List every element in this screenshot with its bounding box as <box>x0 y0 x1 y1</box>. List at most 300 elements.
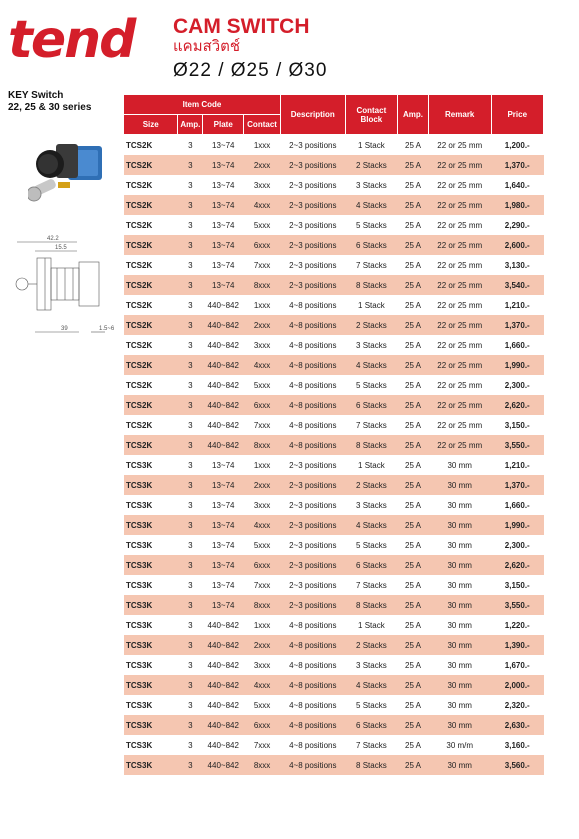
cell-price: 2,620.- <box>491 555 543 575</box>
cell-contact-block: 8 Stacks <box>345 595 398 615</box>
header-remark: Remark <box>428 95 491 135</box>
header-item-code: Item Code <box>124 95 280 115</box>
cell-contact-block: 1 Stack <box>345 615 398 635</box>
cell-contact-block: 1 Stack <box>345 135 398 156</box>
cell-amp: 3 <box>178 175 203 195</box>
cell-remark: 30 m/m <box>428 735 491 755</box>
cell-contact-block: 5 Stacks <box>345 215 398 235</box>
cell-plate: 440~842 <box>203 675 244 695</box>
table-row <box>124 575 544 595</box>
cell-contact: 2xxx <box>244 475 281 495</box>
cell-size: TCS3K <box>124 475 178 495</box>
key-switch-photo <box>28 138 110 220</box>
cell-size: TCS3K <box>124 455 178 475</box>
cell-contact: 4xxx <box>244 355 281 375</box>
table-row <box>124 535 544 555</box>
cell-price: 2,620.- <box>491 395 543 415</box>
cell-price: 1,980.- <box>491 195 543 215</box>
cell-price: 2,630.- <box>491 715 543 735</box>
cell-plate: 440~842 <box>203 415 244 435</box>
cell-amp-rating: 25 A <box>398 475 429 495</box>
cell-amp: 3 <box>178 515 203 535</box>
cell-contact-block: 6 Stacks <box>345 235 398 255</box>
cell-description: 4~8 positions <box>280 335 345 355</box>
table-row <box>124 335 544 355</box>
cell-amp: 3 <box>178 475 203 495</box>
cell-plate: 440~842 <box>203 335 244 355</box>
cell-contact: 2xxx <box>244 315 281 335</box>
cell-size: TCS2K <box>124 155 178 175</box>
table-row <box>124 555 544 575</box>
cell-size: TCS2K <box>124 275 178 295</box>
cell-plate: 13~74 <box>203 555 244 575</box>
cell-price: 1,660.- <box>491 335 543 355</box>
table-row <box>124 355 544 375</box>
cell-contact: 5xxx <box>244 375 281 395</box>
cell-remark: 22 or 25 mm <box>428 195 491 215</box>
cell-description: 4~8 positions <box>280 635 345 655</box>
cell-contact: 8xxx <box>244 755 281 775</box>
table-row <box>124 435 544 455</box>
header-size: Size <box>124 115 178 135</box>
cell-amp: 3 <box>178 255 203 275</box>
cell-plate: 440~842 <box>203 435 244 455</box>
cell-amp-rating: 25 A <box>398 135 429 156</box>
cell-amp-rating: 25 A <box>398 455 429 475</box>
cell-size: TCS2K <box>124 255 178 275</box>
cell-remark: 30 mm <box>428 495 491 515</box>
cell-price: 3,160.- <box>491 735 543 755</box>
cell-contact-block: 4 Stacks <box>345 355 398 375</box>
cell-plate: 13~74 <box>203 255 244 275</box>
cell-description: 2~3 positions <box>280 515 345 535</box>
cell-remark: 30 mm <box>428 475 491 495</box>
table-row <box>124 475 544 495</box>
cell-remark: 22 or 25 mm <box>428 355 491 375</box>
cell-amp-rating: 25 A <box>398 175 429 195</box>
cell-size: TCS3K <box>124 735 178 755</box>
cell-description: 2~3 positions <box>280 575 345 595</box>
cell-contact: 1xxx <box>244 135 281 156</box>
cell-description: 4~8 positions <box>280 375 345 395</box>
table-row <box>124 415 544 435</box>
cell-amp-rating: 25 A <box>398 335 429 355</box>
cell-description: 4~8 positions <box>280 755 345 775</box>
cell-contact: 5xxx <box>244 695 281 715</box>
table-row <box>124 135 544 156</box>
cell-amp: 3 <box>178 155 203 175</box>
cell-remark: 22 or 25 mm <box>428 235 491 255</box>
cell-price: 3,150.- <box>491 575 543 595</box>
cell-plate: 440~842 <box>203 635 244 655</box>
cell-description: 2~3 positions <box>280 215 345 235</box>
dim-label: 39 <box>61 326 68 332</box>
cell-description: 4~8 positions <box>280 395 345 415</box>
cell-description: 2~3 positions <box>280 595 345 615</box>
cell-amp: 3 <box>178 275 203 295</box>
table-row <box>124 655 544 675</box>
cell-plate: 13~74 <box>203 155 244 175</box>
cell-size: TCS2K <box>124 375 178 395</box>
cell-description: 4~8 positions <box>280 715 345 735</box>
cell-description: 2~3 positions <box>280 275 345 295</box>
cell-description: 2~3 positions <box>280 455 345 475</box>
cell-price: 1,370.- <box>491 475 543 495</box>
cell-description: 4~8 positions <box>280 695 345 715</box>
cell-contact-block: 5 Stacks <box>345 375 398 395</box>
cell-description: 2~3 positions <box>280 235 345 255</box>
cell-remark: 30 mm <box>428 755 491 775</box>
header-price: Price <box>491 95 543 135</box>
cell-description: 2~3 positions <box>280 495 345 515</box>
cell-remark: 30 mm <box>428 715 491 735</box>
cell-amp: 3 <box>178 375 203 395</box>
cell-amp-rating: 25 A <box>398 255 429 275</box>
header-contact: Contact <box>244 115 281 135</box>
cell-size: TCS2K <box>124 355 178 375</box>
cell-contact-block: 2 Stacks <box>345 315 398 335</box>
table-row <box>124 275 544 295</box>
cell-amp-rating: 25 A <box>398 195 429 215</box>
cell-size: TCS2K <box>124 415 178 435</box>
cell-size: TCS2K <box>124 235 178 255</box>
table-row <box>124 375 544 395</box>
cell-contact: 3xxx <box>244 335 281 355</box>
table-row <box>124 235 544 255</box>
cell-contact: 6xxx <box>244 235 281 255</box>
cell-amp: 3 <box>178 715 203 735</box>
cell-plate: 13~74 <box>203 575 244 595</box>
cell-remark: 30 mm <box>428 615 491 635</box>
cell-amp: 3 <box>178 195 203 215</box>
table-row <box>124 695 544 715</box>
cell-remark: 22 or 25 mm <box>428 135 491 156</box>
cell-amp: 3 <box>178 415 203 435</box>
table-row <box>124 715 544 735</box>
cell-amp-rating: 25 A <box>398 435 429 455</box>
cell-amp-rating: 25 A <box>398 555 429 575</box>
brand-logo: tend <box>8 10 135 70</box>
cell-price: 3,540.- <box>491 275 543 295</box>
cell-contact-block: 2 Stacks <box>345 475 398 495</box>
cell-amp-rating: 25 A <box>398 355 429 375</box>
cell-amp-rating: 25 A <box>398 215 429 235</box>
dim-label: 42.2 <box>47 236 59 242</box>
cell-size: TCS3K <box>124 535 178 555</box>
cell-plate: 13~74 <box>203 535 244 555</box>
cell-plate: 13~74 <box>203 475 244 495</box>
cell-plate: 440~842 <box>203 695 244 715</box>
cell-contact-block: 6 Stacks <box>345 395 398 415</box>
cell-description: 2~3 positions <box>280 175 345 195</box>
cell-amp-rating: 25 A <box>398 595 429 615</box>
header-amp: Amp. <box>178 115 203 135</box>
cell-contact-block: 3 Stacks <box>345 175 398 195</box>
cell-contact: 5xxx <box>244 215 281 235</box>
cell-size: TCS2K <box>124 175 178 195</box>
cell-size: TCS3K <box>124 695 178 715</box>
cell-price: 1,640.- <box>491 175 543 195</box>
side-title <box>8 90 91 114</box>
cell-remark: 22 or 25 mm <box>428 335 491 355</box>
cell-remark: 22 or 25 mm <box>428 415 491 435</box>
cell-price: 1,210.- <box>491 295 543 315</box>
page-title-thai: แคมสวิตช์ <box>173 38 241 55</box>
cell-contact: 1xxx <box>244 615 281 635</box>
cell-description: 2~3 positions <box>280 555 345 575</box>
cell-contact: 3xxx <box>244 655 281 675</box>
cell-size: TCS3K <box>124 575 178 595</box>
cell-plate: 13~74 <box>203 275 244 295</box>
cell-amp: 3 <box>178 735 203 755</box>
cell-price: 2,290.- <box>491 215 543 235</box>
cell-plate: 440~842 <box>203 615 244 635</box>
cell-amp-rating: 25 A <box>398 395 429 415</box>
table-row <box>124 735 544 755</box>
cell-remark: 30 mm <box>428 595 491 615</box>
cell-price: 1,370.- <box>491 315 543 335</box>
cell-remark: 22 or 25 mm <box>428 215 491 235</box>
table-row <box>124 295 544 315</box>
table-row <box>124 675 544 695</box>
cell-plate: 440~842 <box>203 315 244 335</box>
cell-amp: 3 <box>178 355 203 375</box>
cell-amp: 3 <box>178 555 203 575</box>
table-row <box>124 615 544 635</box>
cell-size: TCS2K <box>124 215 178 235</box>
cell-remark: 30 mm <box>428 515 491 535</box>
cell-amp: 3 <box>178 675 203 695</box>
cell-amp-rating: 25 A <box>398 375 429 395</box>
cell-contact-block: 3 Stacks <box>345 495 398 515</box>
cell-contact: 1xxx <box>244 455 281 475</box>
dimension-drawing <box>5 228 120 343</box>
cell-remark: 22 or 25 mm <box>428 395 491 415</box>
cell-description: 2~3 positions <box>280 155 345 175</box>
cell-amp-rating: 25 A <box>398 575 429 595</box>
cell-remark: 22 or 25 mm <box>428 155 491 175</box>
cell-price: 2,600.- <box>491 235 543 255</box>
cell-description: 4~8 positions <box>280 415 345 435</box>
cell-price: 1,660.- <box>491 495 543 515</box>
cell-contact: 2xxx <box>244 635 281 655</box>
table-row <box>124 315 544 335</box>
cell-size: TCS3K <box>124 635 178 655</box>
cell-description: 4~8 positions <box>280 295 345 315</box>
cell-plate: 13~74 <box>203 175 244 195</box>
cell-amp-rating: 25 A <box>398 615 429 635</box>
cell-size: TCS2K <box>124 435 178 455</box>
cell-plate: 13~74 <box>203 135 244 156</box>
price-table <box>124 95 544 775</box>
cell-plate: 13~74 <box>203 195 244 215</box>
cell-contact-block: 8 Stacks <box>345 435 398 455</box>
cell-description: 2~3 positions <box>280 195 345 215</box>
cell-plate: 13~74 <box>203 495 244 515</box>
cell-amp: 3 <box>178 655 203 675</box>
table-row <box>124 395 544 415</box>
table-row <box>124 635 544 655</box>
cell-plate: 440~842 <box>203 395 244 415</box>
cell-plate: 440~842 <box>203 655 244 675</box>
cell-plate: 13~74 <box>203 235 244 255</box>
cell-remark: 22 or 25 mm <box>428 435 491 455</box>
cell-amp-rating: 25 A <box>398 695 429 715</box>
cell-amp: 3 <box>178 695 203 715</box>
cell-plate: 440~842 <box>203 735 244 755</box>
cell-amp-rating: 25 A <box>398 315 429 335</box>
cell-plate: 440~842 <box>203 375 244 395</box>
cell-price: 1,370.- <box>491 155 543 175</box>
cell-price: 3,560.- <box>491 755 543 775</box>
cell-amp-rating: 25 A <box>398 295 429 315</box>
cell-contact-block: 2 Stacks <box>345 155 398 175</box>
cell-contact-block: 3 Stacks <box>345 655 398 675</box>
cell-contact: 6xxx <box>244 395 281 415</box>
cell-remark: 30 mm <box>428 555 491 575</box>
cell-price: 3,130.- <box>491 255 543 275</box>
cell-price: 1,210.- <box>491 455 543 475</box>
cell-amp-rating: 25 A <box>398 535 429 555</box>
cell-size: TCS2K <box>124 295 178 315</box>
cell-plate: 13~74 <box>203 595 244 615</box>
cell-amp-rating: 25 A <box>398 635 429 655</box>
table-row <box>124 215 544 235</box>
cell-plate: 440~842 <box>203 295 244 315</box>
cell-price: 3,550.- <box>491 435 543 455</box>
cell-amp-rating: 25 A <box>398 275 429 295</box>
cell-contact: 5xxx <box>244 535 281 555</box>
cell-amp: 3 <box>178 495 203 515</box>
cell-remark: 30 mm <box>428 535 491 555</box>
cell-size: TCS2K <box>124 395 178 415</box>
cell-contact-block: 5 Stacks <box>345 535 398 555</box>
cell-description: 4~8 positions <box>280 435 345 455</box>
cell-size: TCS2K <box>124 135 178 156</box>
cell-contact-block: 7 Stacks <box>345 415 398 435</box>
cell-plate: 440~842 <box>203 355 244 375</box>
cell-amp: 3 <box>178 335 203 355</box>
cell-amp-rating: 25 A <box>398 715 429 735</box>
cell-contact-block: 7 Stacks <box>345 575 398 595</box>
cell-remark: 22 or 25 mm <box>428 175 491 195</box>
cell-size: TCS3K <box>124 615 178 635</box>
table-row <box>124 455 544 475</box>
cell-amp-rating: 25 A <box>398 415 429 435</box>
cell-plate: 13~74 <box>203 215 244 235</box>
cell-description: 2~3 positions <box>280 475 345 495</box>
cell-remark: 22 or 25 mm <box>428 255 491 275</box>
cell-price: 1,220.- <box>491 615 543 635</box>
title-block <box>173 16 327 82</box>
cell-price: 1,990.- <box>491 355 543 375</box>
cell-price: 1,670.- <box>491 655 543 675</box>
cell-contact-block: 8 Stacks <box>345 275 398 295</box>
table-row <box>124 195 544 215</box>
page-title-sizes: Ø22 / Ø25 / Ø30 <box>173 60 328 81</box>
cell-description: 4~8 positions <box>280 735 345 755</box>
cell-remark: 30 mm <box>428 455 491 475</box>
cell-contact-block: 4 Stacks <box>345 195 398 215</box>
cell-remark: 22 or 25 mm <box>428 315 491 335</box>
cell-amp: 3 <box>178 215 203 235</box>
cell-price: 2,000.- <box>491 675 543 695</box>
cell-plate: 440~842 <box>203 755 244 775</box>
cell-description: 2~3 positions <box>280 255 345 275</box>
side-title-line2: 22, 25 & 30 series <box>8 102 92 113</box>
cell-size: TCS3K <box>124 495 178 515</box>
table-row <box>124 175 544 195</box>
cell-amp: 3 <box>178 435 203 455</box>
cell-contact: 8xxx <box>244 435 281 455</box>
cell-contact-block: 7 Stacks <box>345 255 398 275</box>
cell-description: 4~8 positions <box>280 315 345 335</box>
cell-contact-block: 1 Stack <box>345 455 398 475</box>
cell-remark: 30 mm <box>428 575 491 595</box>
cell-size: TCS3K <box>124 655 178 675</box>
cell-contact-block: 1 Stack <box>345 295 398 315</box>
table-row <box>124 515 544 535</box>
cell-size: TCS3K <box>124 555 178 575</box>
cell-amp-rating: 25 A <box>398 735 429 755</box>
cell-price: 2,300.- <box>491 535 543 555</box>
header-amp: Amp. <box>398 95 429 135</box>
cell-amp-rating: 25 A <box>398 755 429 775</box>
cell-amp: 3 <box>178 635 203 655</box>
cell-contact: 4xxx <box>244 515 281 535</box>
cell-contact: 7xxx <box>244 575 281 595</box>
cell-amp: 3 <box>178 575 203 595</box>
cell-size: TCS3K <box>124 515 178 535</box>
cell-amp: 3 <box>178 295 203 315</box>
cell-contact: 7xxx <box>244 415 281 435</box>
cell-remark: 22 or 25 mm <box>428 295 491 315</box>
cell-plate: 13~74 <box>203 455 244 475</box>
cell-amp: 3 <box>178 135 203 156</box>
cell-description: 2~3 positions <box>280 135 345 156</box>
cell-contact-block: 6 Stacks <box>345 715 398 735</box>
cell-contact: 3xxx <box>244 175 281 195</box>
cell-contact: 4xxx <box>244 675 281 695</box>
cell-contact-block: 5 Stacks <box>345 695 398 715</box>
cell-remark: 30 mm <box>428 635 491 655</box>
cell-contact-block: 2 Stacks <box>345 635 398 655</box>
table-row <box>124 755 544 775</box>
cell-price: 2,320.- <box>491 695 543 715</box>
cell-size: TCS3K <box>124 715 178 735</box>
cell-description: 4~8 positions <box>280 615 345 635</box>
cell-amp: 3 <box>178 315 203 335</box>
table-row <box>124 255 544 275</box>
cell-price: 1,990.- <box>491 515 543 535</box>
cell-size: TCS2K <box>124 195 178 215</box>
cell-contact-block: 8 Stacks <box>345 755 398 775</box>
cell-price: 3,150.- <box>491 415 543 435</box>
cell-amp: 3 <box>178 535 203 555</box>
cell-amp: 3 <box>178 455 203 475</box>
cell-contact: 8xxx <box>244 595 281 615</box>
cell-plate: 440~842 <box>203 715 244 735</box>
cell-remark: 30 mm <box>428 675 491 695</box>
cell-contact-block: 4 Stacks <box>345 675 398 695</box>
cell-size: TCS3K <box>124 755 178 775</box>
cell-contact-block: 6 Stacks <box>345 555 398 575</box>
cell-remark: 30 mm <box>428 655 491 675</box>
cell-contact: 3xxx <box>244 495 281 515</box>
cell-remark: 22 or 25 mm <box>428 375 491 395</box>
cell-contact-block: 4 Stacks <box>345 515 398 535</box>
cell-price: 1,390.- <box>491 635 543 655</box>
